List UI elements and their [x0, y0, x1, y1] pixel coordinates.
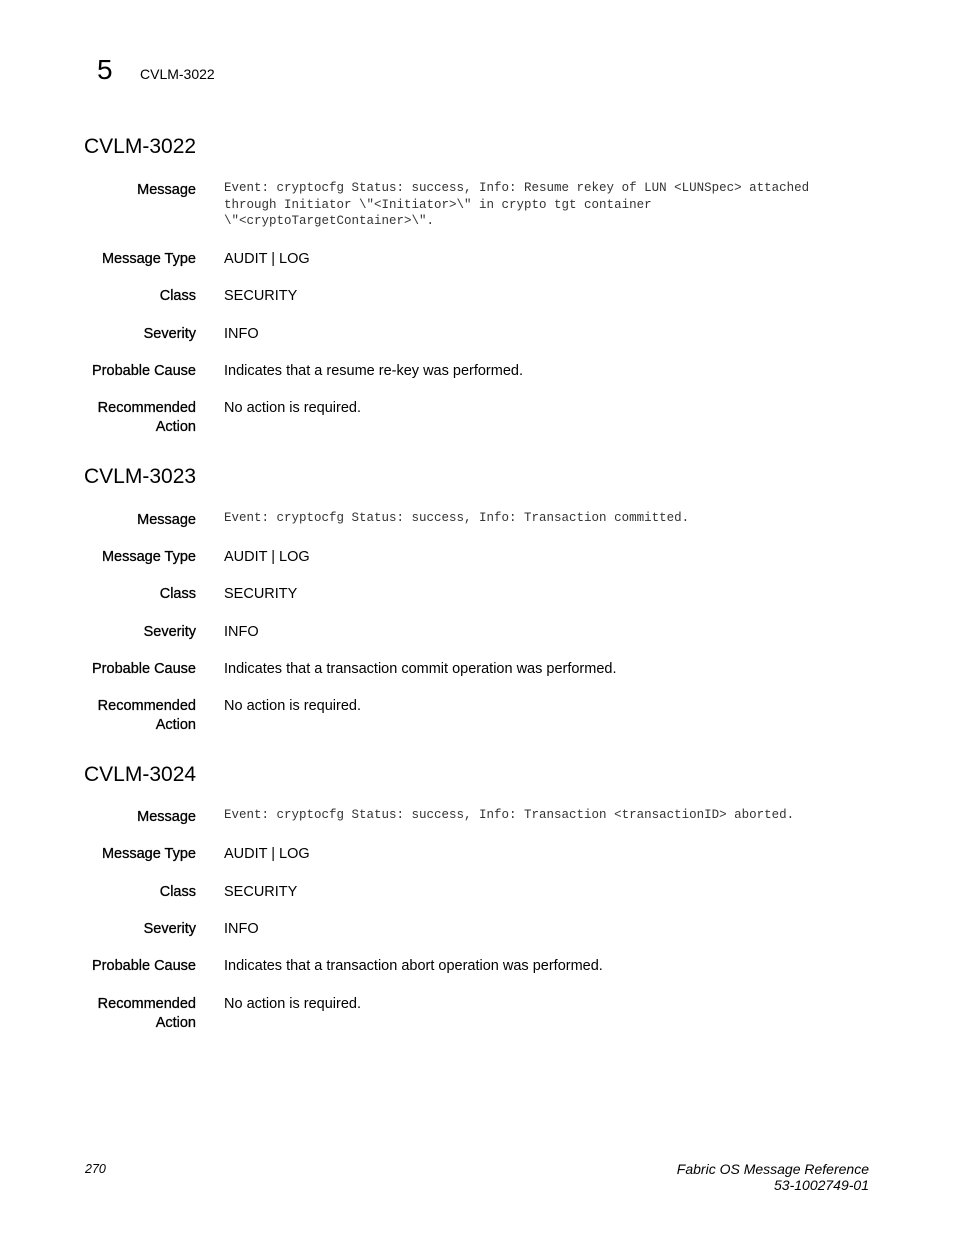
class-value: SECURITY: [224, 586, 298, 602]
recommended-action-label-line1: Recommended: [97, 400, 196, 416]
entry-title: CVLM-3023: [84, 465, 197, 488]
class-label: Class: [159, 288, 196, 304]
message-type-label: Message Type: [101, 251, 196, 267]
probable-cause-value: Indicates that a resume re-key was performed.: [224, 363, 523, 379]
recommended-action-label-line2: Action: [155, 1015, 196, 1031]
doc-number: 53-1002749-01: [774, 1177, 869, 1193]
message-text: Event: cryptocfg Status: success, Info: Transaction <transactionID> aborted.: [224, 808, 795, 822]
recommended-action-value: No action is required.: [224, 996, 362, 1012]
message-label: Message: [137, 182, 196, 198]
recommended-action-label: [66, 399, 196, 437]
severity-label: Severity: [143, 624, 196, 640]
entry-title: CVLM-3024: [84, 763, 197, 786]
recommended-action-value: No action is required.: [224, 698, 362, 714]
class-label: Class: [159, 586, 196, 602]
probable-cause-label: Probable Cause: [92, 363, 196, 379]
message-type-label: Message Type: [101, 549, 196, 565]
recommended-action-label-line1: Recommended: [97, 698, 196, 714]
recommended-action-label: [66, 995, 196, 1033]
page-number: 270: [85, 1162, 106, 1176]
recommended-action-label-line1: Recommended: [97, 996, 196, 1012]
running-head-title: CVLM-3022: [140, 66, 215, 82]
chapter-number: 5: [97, 54, 113, 85]
entry-title: CVLM-3022: [84, 135, 197, 158]
class-value: SECURITY: [224, 884, 298, 900]
recommended-action-value: No action is required.: [224, 400, 362, 416]
recommended-action-label-line2: Action: [155, 717, 196, 733]
recommended-action-label: [66, 697, 196, 735]
footer-doc-info: [677, 1161, 869, 1193]
class-label: Class: [159, 884, 196, 900]
message-label: Message: [137, 512, 196, 528]
recommended-action-label-line2: Action: [155, 419, 196, 435]
probable-cause-label: Probable Cause: [92, 661, 196, 677]
doc-title: Fabric OS Message Reference: [676, 1161, 869, 1177]
class-value: SECURITY: [224, 288, 298, 304]
severity-value: INFO: [224, 921, 259, 937]
severity-label: Severity: [143, 921, 196, 937]
message-text: Event: cryptocfg Status: success, Info: Transaction committed.: [224, 511, 690, 525]
message-type-value: AUDIT | LOG: [224, 251, 310, 267]
probable-cause-label: Probable Cause: [92, 958, 196, 974]
message-text: Event: cryptocfg Status: success, Info: Resume rekey of LUN <LUNSpec> attached through Initiator \"<Initiator>\" in crypto tgt container \"<cryptoTargetContainer>\".: [224, 181, 810, 228]
message-type-value: AUDIT | LOG: [224, 846, 310, 862]
severity-label: Severity: [143, 326, 196, 342]
message-type-value: AUDIT | LOG: [224, 549, 310, 565]
message-type-label: Message Type: [101, 846, 196, 862]
severity-value: INFO: [224, 624, 259, 640]
probable-cause-value: Indicates that a transaction abort operation was performed.: [224, 958, 603, 974]
severity-value: INFO: [224, 326, 259, 342]
message-label: Message: [137, 809, 196, 825]
probable-cause-value: Indicates that a transaction commit operation was performed.: [224, 661, 617, 677]
